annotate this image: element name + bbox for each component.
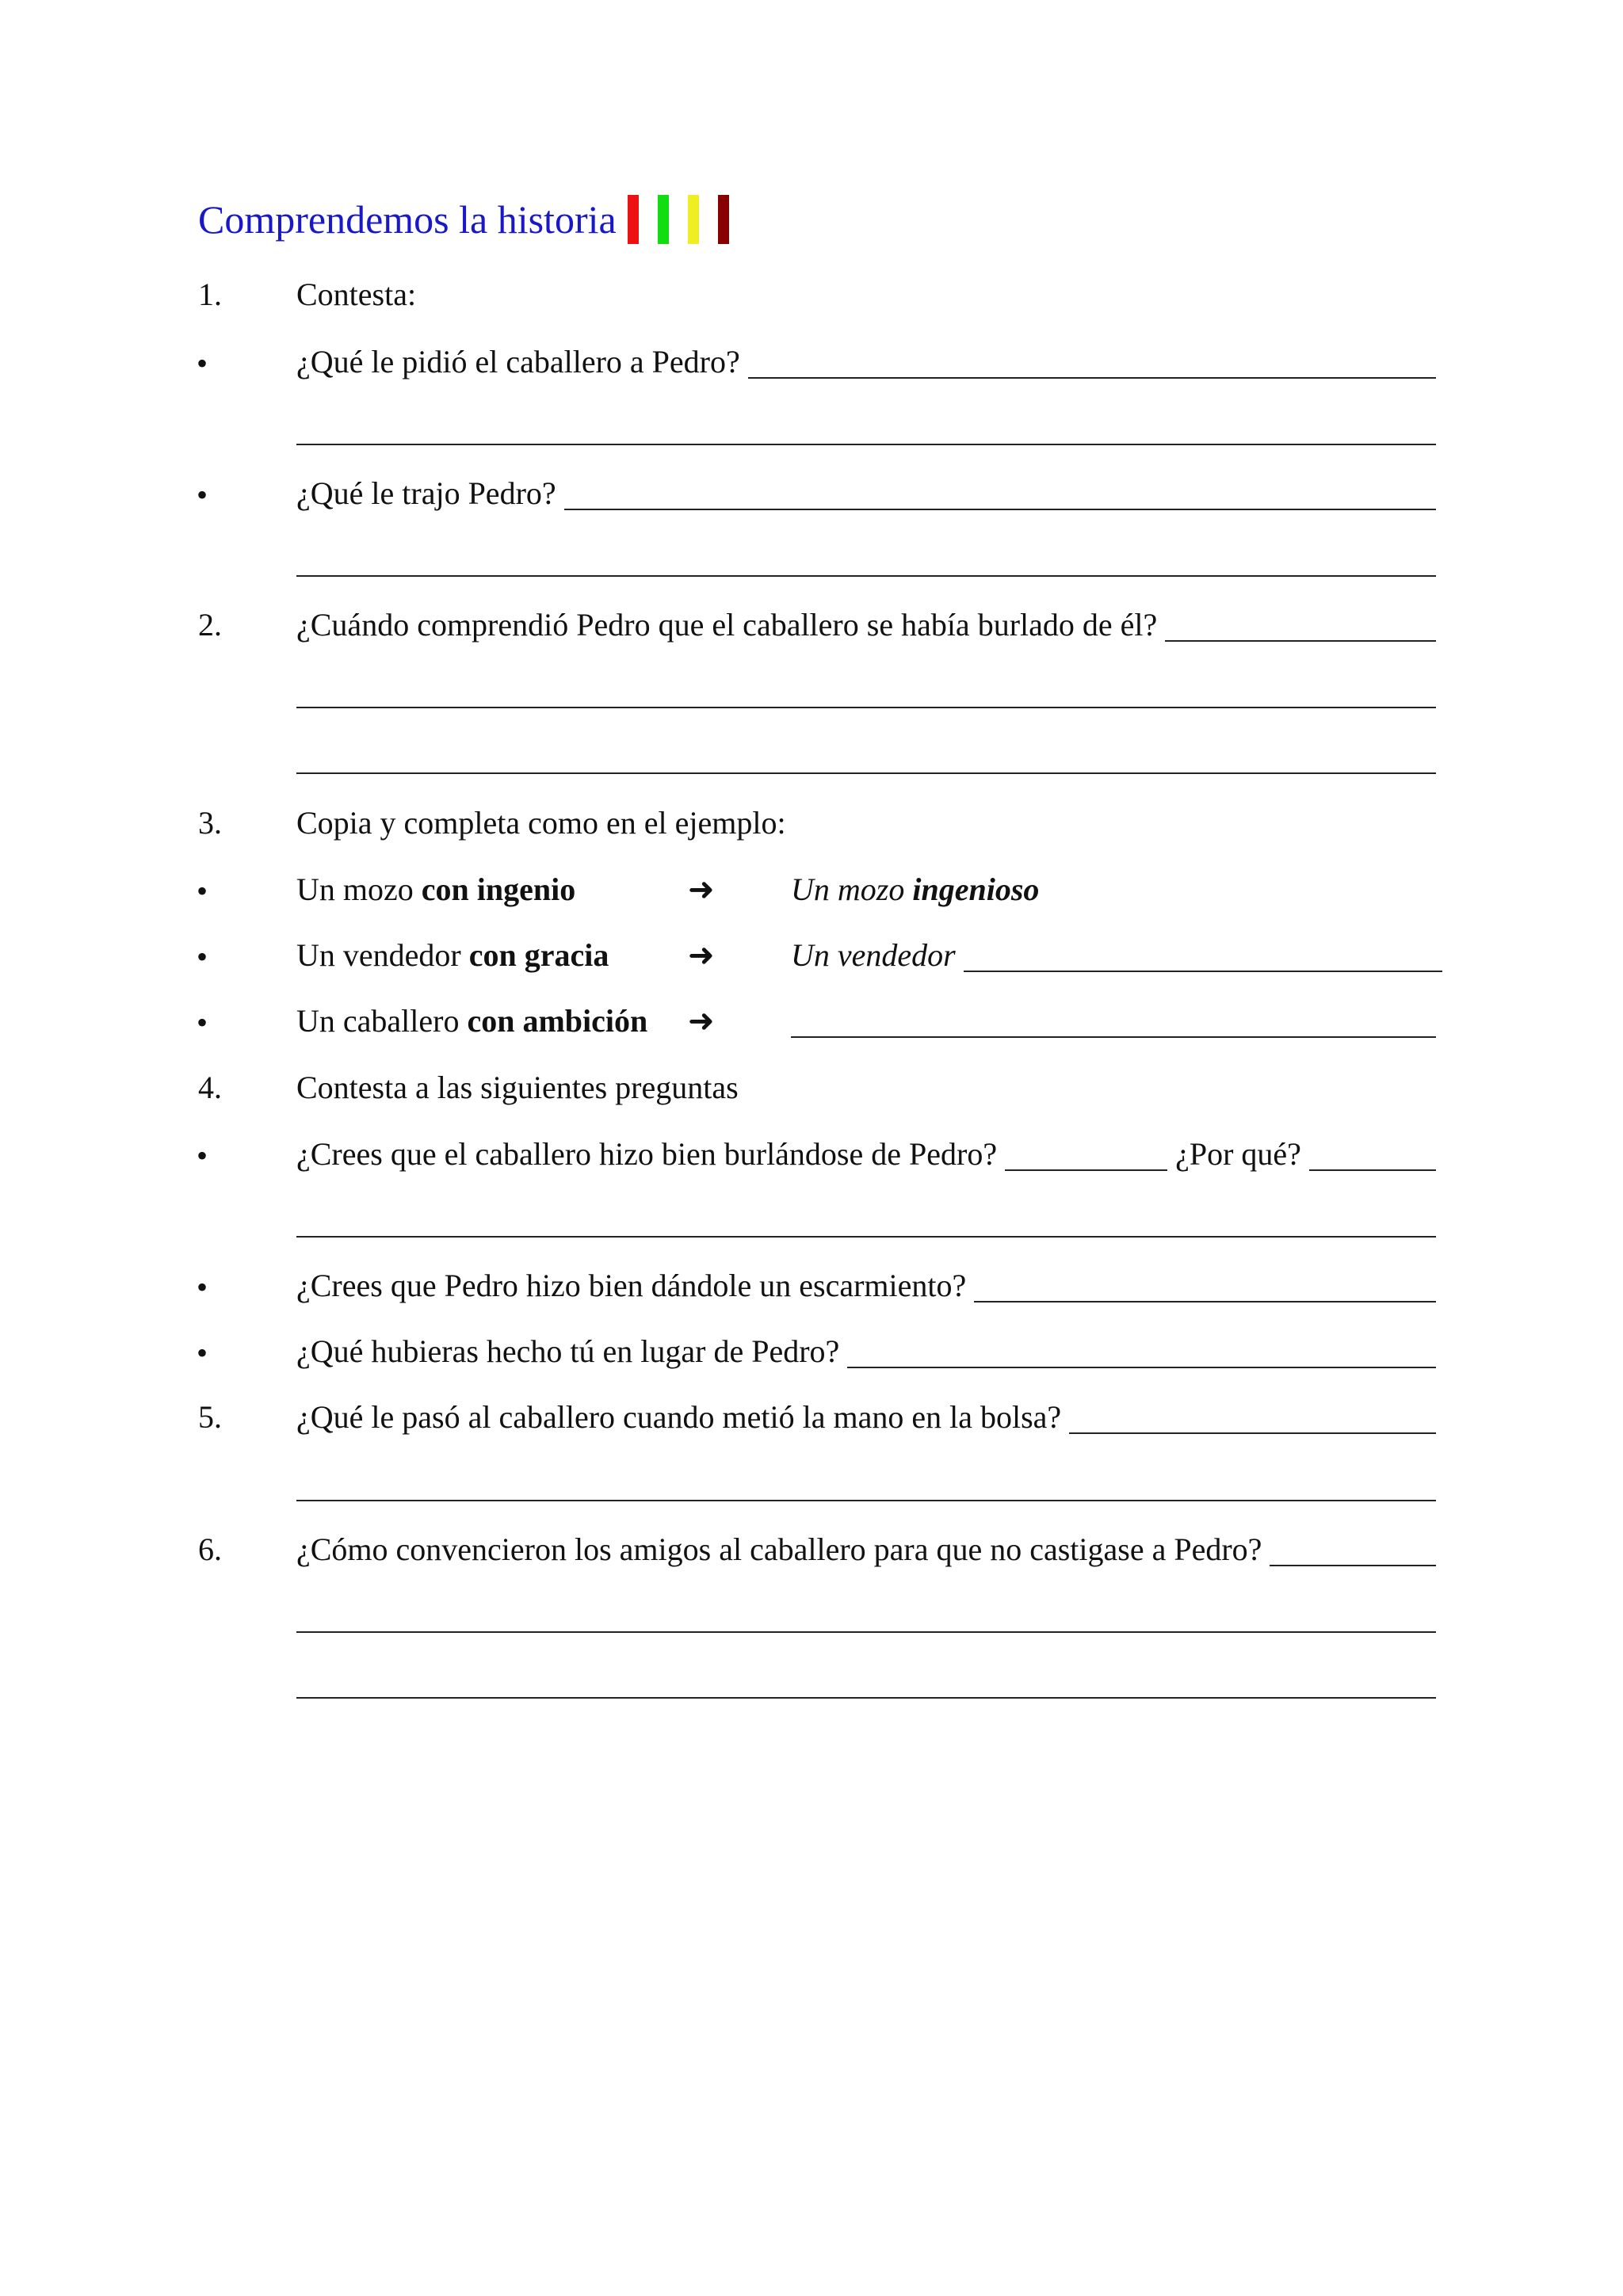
answer-line[interactable] [296,1631,1436,1633]
answer-line[interactable] [296,1236,1436,1238]
item-text: ¿Qué hubieras hecho tú en lugar de Pedro? [296,1333,840,1369]
por-que-text: ¿Por qué? [1175,1136,1301,1172]
question-number: 3. [198,805,222,841]
answer-text: Un mozo [791,871,913,907]
answer-line[interactable] [964,969,1442,972]
answer-line[interactable] [1165,639,1436,642]
answer-line[interactable] [974,1299,1436,1302]
title-text: Comprendemos la historia [198,197,617,242]
maroon-bar [718,195,729,244]
answer-line[interactable] [564,507,1436,510]
question-text: ¿Cuándo comprendió Pedro que el caballero se había burlado de él? [296,607,1158,643]
bullet-icon: • [197,873,208,909]
yellow-bar [688,195,699,244]
bullet-icon: • [197,939,208,974]
answer-line[interactable] [296,444,1436,445]
item-text: ¿Crees que Pedro hizo bien dándole un escarmiento? [296,1268,967,1303]
red-bar [628,195,639,244]
answer-line[interactable] [296,1697,1436,1699]
item-text: ¿Qué le pidió el caballero a Pedro? [296,344,740,379]
phrase-bold: con gracia [468,937,609,973]
question-1 [0,273,1623,321]
question-4 [0,1066,1623,1114]
example-row-1 [0,868,1623,916]
answer-text: Un vendedor [791,937,956,973]
phrase-bold: con ingenio [421,871,576,907]
item-text: ¿Qué le trajo Pedro? [296,475,556,511]
bullet-icon: • [197,1269,208,1305]
arrow-right-icon: ➜ [688,1003,715,1039]
answer-line[interactable] [296,707,1436,708]
question-number: 2. [198,607,222,643]
answer-line[interactable] [296,772,1436,774]
answer-line[interactable] [1309,1168,1436,1171]
answer-bold: ingenioso [912,871,1040,907]
question-number: 6. [198,1531,222,1567]
question-text: Copia y completa como en el ejemplo: [296,805,786,841]
question-6 [0,1528,1623,1576]
arrow-right-icon: ➜ [688,871,715,908]
answer-line[interactable] [296,1500,1436,1501]
worksheet-title [198,192,748,247]
example-row-2 [0,934,1623,982]
question-text: Contesta a las siguientes preguntas [296,1070,739,1105]
question-text: ¿Cómo convencieron los amigos al caballero para que no castigase a Pedro? [296,1531,1262,1567]
question-text: Contesta: [296,277,417,312]
example-phrase [296,871,575,908]
answer-line[interactable] [296,575,1436,577]
example-phrase [296,1002,647,1039]
example-answer [791,871,1039,916]
question-number: 1. [198,277,222,312]
answer-line[interactable] [1069,1431,1436,1434]
example-row-3 [0,1000,1623,1047]
q4-item-2 [0,1264,1623,1312]
bullet-icon: • [197,477,208,513]
question-number: 4. [198,1070,222,1105]
bullet-icon: • [197,1138,208,1173]
q4-item-3 [0,1330,1623,1378]
answer-line[interactable] [1270,1563,1436,1566]
question-2 [0,604,1623,651]
question-3 [0,802,1623,849]
phrase-text: Un caballero [296,1003,468,1039]
bullet-icon: • [197,1335,208,1371]
green-bar [658,195,669,244]
phrase-text: Un vendedor [296,937,469,973]
answer-line[interactable] [791,1035,1436,1038]
example-phrase [296,936,609,974]
phrase-bold: con ambición [467,1003,648,1039]
item-text: ¿Crees que el caballero hizo bien burlándose de Pedro? [296,1136,998,1172]
q1-item-1 [0,341,1623,388]
bullet-icon: • [197,1005,208,1040]
color-bars [628,195,748,244]
answer-line[interactable] [748,376,1436,379]
answer-line[interactable] [847,1365,1436,1368]
question-number: 5. [198,1399,222,1435]
phrase-text: Un mozo [296,871,422,907]
q1-item-2 [0,472,1623,520]
arrow-right-icon: ➜ [688,937,715,974]
q4-item-1 [0,1133,1623,1180]
question-text: ¿Qué le pasó al caballero cuando metió la mano en la bolsa? [296,1399,1062,1435]
answer-line[interactable] [1005,1168,1167,1171]
question-5 [0,1396,1623,1444]
bullet-icon: • [197,345,208,381]
